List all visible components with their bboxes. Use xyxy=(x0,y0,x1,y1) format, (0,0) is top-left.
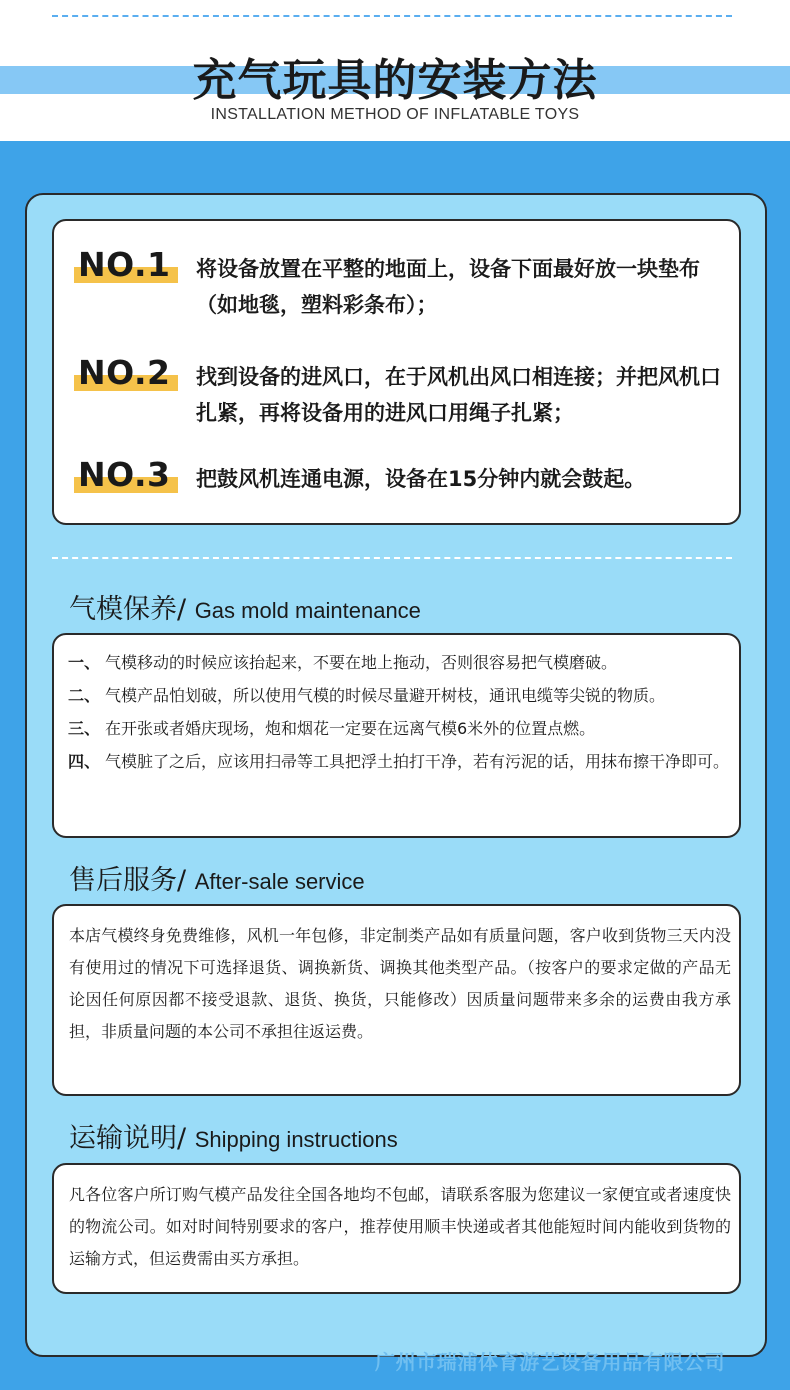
step-number: NO.3 xyxy=(78,455,171,494)
heading-en: After-sale service xyxy=(194,869,365,894)
heading-slash: / xyxy=(177,865,195,896)
after-sale-heading xyxy=(69,858,365,897)
maintenance-card xyxy=(52,633,741,838)
step-badge xyxy=(74,353,186,393)
heading-cn: 售后服务 xyxy=(69,865,177,896)
heading-en: Gas mold maintenance xyxy=(194,598,421,623)
item-marker: 二、 xyxy=(68,686,101,705)
install-steps-card xyxy=(52,219,741,525)
page-subtitle: INSTALLATION METHOD OF INFLATABLE TOYS xyxy=(210,106,580,123)
step-text: 找到设备的进风口，在于风机出风口相连接；并把风机口扎紧，再将设备用的进风口用绳子扎紧； xyxy=(196,365,721,425)
after-sale-text: 本店气模终身免费维修，风机一年包修，非定制类产品如有质量问题，客户收到货物三天内没有使用过的情况下可选择退货、调换新货、调换其他类型产品。（按客户的要求定做的产品无论因任何原因都不接受退款、退货、换货，只能修改）因质量问题带来多余的运费由我方承担，非质量问题的本公司不承担往返运费。 xyxy=(69,926,731,1041)
step-badge xyxy=(74,455,186,495)
maintenance-list xyxy=(68,649,733,781)
page-title: 充气玩具的安装方法 xyxy=(192,55,598,106)
step-text: 把鼓风机连通电源，设备在15分钟内就会鼓起。 xyxy=(196,467,646,491)
after-sale-card xyxy=(52,904,741,1096)
heading-slash: / xyxy=(177,594,195,625)
item-text: 气模脏了之后，应该用扫帚等工具把浮土拍打干净，若有污泥的话，用抹布擦干净即可。 xyxy=(105,752,730,771)
item-text: 气模移动的时候应该抬起来，不要在地上拖动，否则很容易把气模磨破。 xyxy=(105,653,618,672)
list-item xyxy=(68,649,733,676)
shipping-text: 凡各位客户所订购气模产品发往全国各地均不包邮，请联系客服为您建议一家便宜或者速度快的物流公司。如对时间特别要求的客户，推荐使用顺丰快递或者其他能短时间内能收到货物的运输方式，但运费需由买方承担。 xyxy=(69,1185,731,1268)
step-number: NO.1 xyxy=(78,245,171,284)
item-marker: 三、 xyxy=(68,719,101,738)
item-marker: 一、 xyxy=(68,653,101,672)
mid-dashed-divider xyxy=(52,557,732,559)
step-text: 将设备放置在平整的地面上，设备下面最好放一块垫布（如地毯，塑料彩条布）； xyxy=(196,257,700,317)
step-number: NO.2 xyxy=(78,353,171,392)
item-marker: 四、 xyxy=(68,752,101,771)
list-item xyxy=(68,748,733,775)
company-footer: 广州市瑞浦体育游艺设备用品有限公司 xyxy=(375,1350,726,1374)
list-item xyxy=(68,715,733,742)
heading-cn: 运输说明 xyxy=(69,1123,177,1154)
shipping-heading xyxy=(69,1116,398,1155)
item-text: 气模产品怕划破，所以使用气模的时候尽量避开树枝，通讯电缆等尖锐的物质。 xyxy=(105,686,666,705)
shipping-card xyxy=(52,1163,741,1294)
heading-en: Shipping instructions xyxy=(194,1127,398,1152)
top-dashed-divider xyxy=(52,15,732,17)
maintenance-heading xyxy=(69,587,421,626)
heading-slash: / xyxy=(177,1123,195,1154)
list-item xyxy=(68,682,733,709)
item-text: 在开张或者婚庆现场，炮和烟花一定要在远离气模6米外的位置点燃。 xyxy=(105,719,596,738)
step-badge xyxy=(74,245,186,285)
heading-cn: 气模保养 xyxy=(69,594,177,625)
